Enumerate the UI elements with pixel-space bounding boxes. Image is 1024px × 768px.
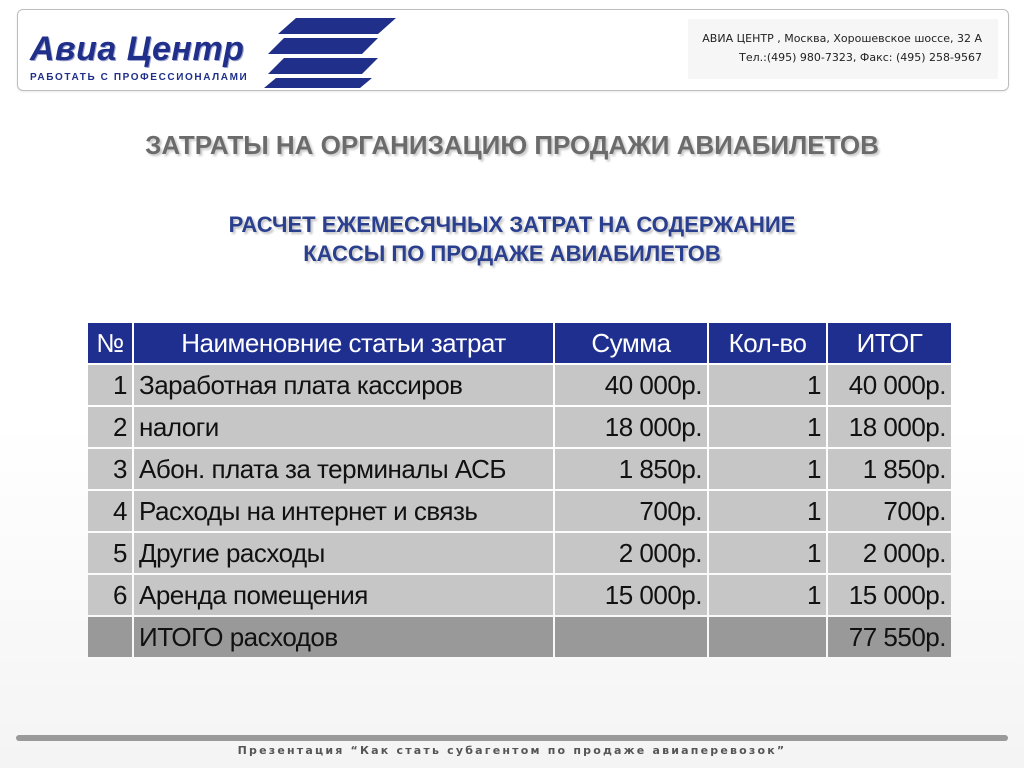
subtitle-line-1: РАСЧЕТ ЕЖЕМЕСЯЧНЫХ ЗАТРАТ НА СОДЕРЖАНИЕ bbox=[228, 212, 796, 237]
row-sum: 1 850р. bbox=[555, 449, 707, 489]
page-title: ЗАТРАТЫ НА ОРГАНИЗАЦИЮ ПРОДАЖИ АВИАБИЛЕТОВ bbox=[145, 130, 879, 160]
total-qty bbox=[709, 617, 826, 657]
table-row bbox=[88, 533, 951, 573]
row-total: 1 850р. bbox=[828, 449, 951, 489]
row-qty: 1 bbox=[709, 407, 826, 447]
table-header-row bbox=[88, 323, 951, 363]
contact-address: АВИА ЦЕНТР , Москва, Хорошевское шоссе, 32 А bbox=[702, 32, 982, 45]
header-banner bbox=[17, 9, 1009, 91]
row-name: Расходы на интернет и связь bbox=[134, 491, 553, 531]
table-row bbox=[88, 449, 951, 489]
row-qty: 1 bbox=[709, 491, 826, 531]
row-name: Заработная плата кассиров bbox=[134, 365, 553, 405]
footer-caption: Презентация “Как стать субагентом по продаже авиаперевозок” bbox=[237, 744, 787, 757]
logo-name: Авиа Центр bbox=[30, 30, 245, 68]
row-sum: 2 000р. bbox=[555, 533, 707, 573]
row-sum: 15 000р. bbox=[555, 575, 707, 615]
row-sum: 700р. bbox=[555, 491, 707, 531]
subtitle-line-2: КАССЫ ПО ПРОДАЖЕ АВИАБИЛЕТОВ bbox=[303, 241, 721, 266]
row-total: 2 000р. bbox=[828, 533, 951, 573]
logo-tagline: РАБОТАТЬ С ПРОФЕССИОНАЛАМИ bbox=[30, 72, 249, 83]
contact-info bbox=[688, 19, 998, 79]
row-qty: 1 bbox=[709, 533, 826, 573]
total-label: ИТОГО расходов bbox=[134, 617, 553, 657]
row-sum: 18 000р. bbox=[555, 407, 707, 447]
table-row bbox=[88, 365, 951, 405]
company-logo bbox=[26, 14, 396, 88]
header-name: Наименовние статьи затрат bbox=[134, 323, 553, 363]
row-name: Другие расходы bbox=[134, 533, 553, 573]
row-total: 15 000р. bbox=[828, 575, 951, 615]
total-sum bbox=[555, 617, 707, 657]
costs-table bbox=[86, 321, 953, 659]
row-sum: 40 000р. bbox=[555, 365, 707, 405]
row-qty: 1 bbox=[709, 365, 826, 405]
header-sum: Сумма bbox=[555, 323, 707, 363]
table-row bbox=[88, 407, 951, 447]
row-num: 3 bbox=[88, 449, 132, 489]
header-qty: Кол-во bbox=[709, 323, 826, 363]
header-num: № bbox=[88, 323, 132, 363]
contact-phone: Тел.:(495) 980-7323, Факс: (495) 258-9567 bbox=[739, 51, 982, 64]
row-name: Абон. плата за терминалы АСБ bbox=[134, 449, 553, 489]
row-name: Аренда помещения bbox=[134, 575, 553, 615]
row-num: 2 bbox=[88, 407, 132, 447]
total-num bbox=[88, 617, 132, 657]
footer-divider bbox=[16, 735, 1008, 741]
row-name: налоги bbox=[134, 407, 553, 447]
row-qty: 1 bbox=[709, 449, 826, 489]
table-total-row bbox=[88, 617, 951, 657]
total-value: 77 550р. bbox=[828, 617, 951, 657]
row-total: 700р. bbox=[828, 491, 951, 531]
row-num: 6 bbox=[88, 575, 132, 615]
header-total: ИТОГ bbox=[828, 323, 951, 363]
table-row bbox=[88, 575, 951, 615]
row-num: 5 bbox=[88, 533, 132, 573]
row-num: 4 bbox=[88, 491, 132, 531]
row-total: 40 000р. bbox=[828, 365, 951, 405]
table-row bbox=[88, 491, 951, 531]
row-total: 18 000р. bbox=[828, 407, 951, 447]
row-num: 1 bbox=[88, 365, 132, 405]
page-subtitle bbox=[0, 210, 1024, 268]
row-qty: 1 bbox=[709, 575, 826, 615]
